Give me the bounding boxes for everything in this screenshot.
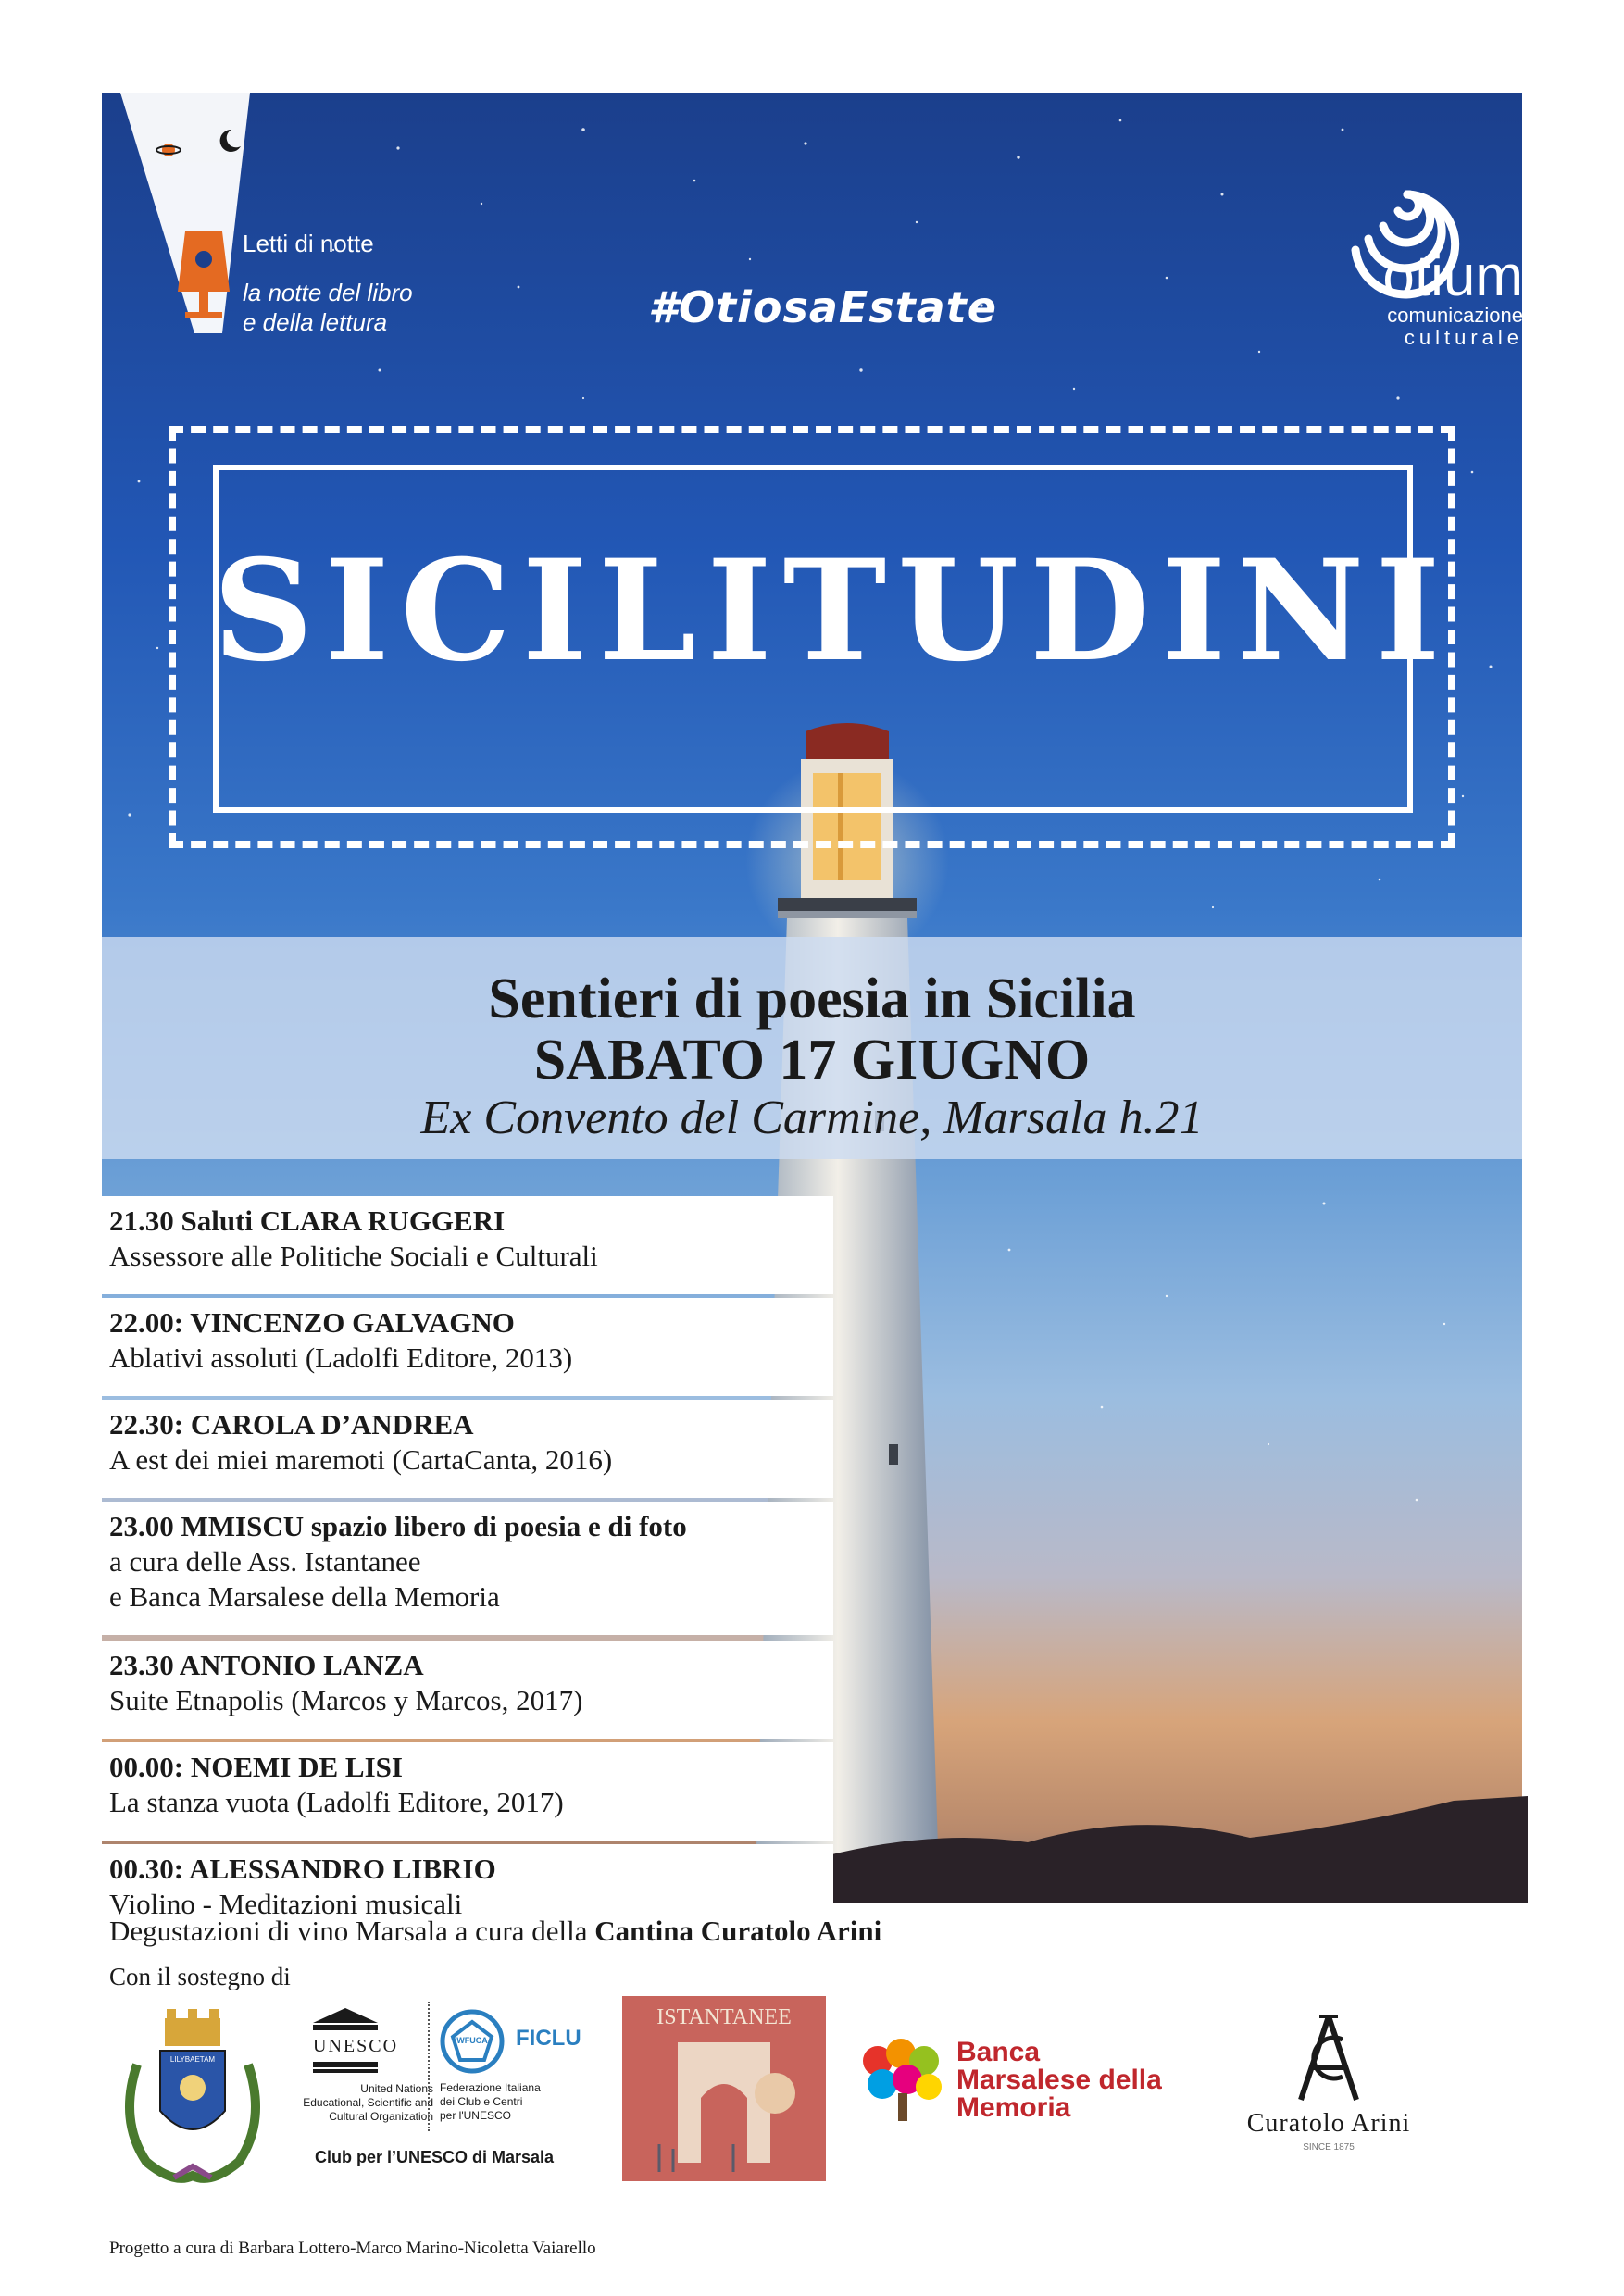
ficlu-name: FICLU [516,2026,581,2051]
crest-label: LILYBAETAM [169,2055,216,2064]
program-item-detail: A est dei miei maremoti (CartaCanta, 2016) [109,1443,613,1476]
credits: Progetto a cura di Barbara Lottero-Marco Marino-Nicoletta Vaiarello [109,2239,596,2258]
unesco-caption-2: Educational, Scientific and [303,2096,433,2109]
program-item [102,1641,833,1739]
otium-name: otium [1382,244,1523,308]
banca-line-2: Marsalese della [956,2065,1162,2095]
curatolo-name: Curatolo Arini [1246,2109,1411,2138]
poster-background [102,93,1523,1920]
letti-di-notte-subtitle [243,278,483,337]
marsala-crest-logo [109,2000,276,2194]
brain-icon [850,2033,952,2126]
unesco-logo [257,2004,433,2134]
otium-tagline-1: comunicazione [1387,304,1523,327]
banca-line-3: Memoria [956,2092,1071,2123]
tasting-winery: Cantina Curatolo Arini [594,1915,882,1947]
tasting-note [109,1915,881,1948]
program-item-detail: La stanza vuota (Ladolfi Editore, 2017) [109,1786,564,1818]
program-item-title: 22.30: CAROLA D’ANDREA [109,1408,474,1441]
ficlu-caption-2: dei Club e Centri [440,2095,523,2108]
istantanee-title: ISTANTANEE [656,2005,792,2029]
ficlu-badge: WFUCA [456,2036,488,2045]
ficlu-caption [440,2081,541,2123]
program-item-detail: Assessore alle Politiche Sociali e Culturali [109,1240,598,1272]
program-item-title: 00.30: ALESSANDRO LIBRIO [109,1853,496,1885]
hashtag: #OtiosaEstate [648,282,997,332]
event-venue: Ex Convento del Carmine, Marsala h.21 [420,1092,1204,1144]
ficlu-caption-1: Federazione Italiana [440,2081,541,2094]
curatolo-since: SINCE 1875 [1303,2142,1355,2152]
letti-di-notte-title: Letti di notte [243,230,374,257]
tasting-text: Degustazioni di vino Marsala a cura della [109,1915,595,1947]
program-item [102,1196,833,1294]
otium-tagline-2: culturale [1404,326,1523,349]
program-item-detail: Suite Etnapolis (Marcos y Marcos, 2017) [109,1684,583,1716]
monogram-icon [1204,2007,1454,2109]
program-item-title: 00.00: NOEMI DE LISI [109,1751,403,1783]
letti-subtitle-line-2: e della lettura [243,308,388,336]
banca-line-1: Banca [956,2037,1041,2067]
event-subtitle: Sentieri di poesia in Sicilia [488,967,1136,1030]
program-item-title: 23.30 ANTONIO LANZA [109,1649,424,1681]
logo-divider [428,2002,431,2131]
banca-memoria-logo [850,2033,1193,2126]
unesco-caption-1: United Nations [360,2082,433,2095]
crest-icon [109,2000,276,2194]
program-item [102,1502,833,1635]
event-date: SABATO 17 GIUGNO [533,1029,1091,1092]
program-item-title: 22.00: VINCENZO GALVAGNO [109,1306,515,1339]
ficlu-caption-3: per l'UNESCO [440,2109,511,2122]
letti-subtitle-line-1: la notte del libro [243,279,413,306]
unesco-word: UNESCO [313,2036,399,2056]
program-item-detail: Ablativi assoluti (Ladolfi Editore, 2013) [109,1341,573,1374]
curatolo-arini-logo [1204,2007,1454,2174]
club-unesco-label: Club per l’UNESCO di Marsala [315,2148,555,2166]
program-item [102,1742,833,1841]
banca-name [956,2039,1162,2122]
program-item-title: 21.30 Saluti CLARA RUGGERI [109,1204,506,1237]
unesco-caption-3: Cultural Organization [329,2110,433,2123]
main-title: SICILITUDINI [213,530,1452,693]
dark-hills [824,1773,1528,1903]
program-item [102,1298,833,1396]
istantanee-logo [622,1996,826,2181]
program-item [102,1400,833,1498]
program-item-detail: Violino - Meditazioni musicali [109,1888,463,1920]
unesco-caption [257,2082,433,2124]
program-item-title: 23.00 MMISCU spazio libero di poesia e di foto [109,1510,687,1542]
program-item-detail: a cura delle Ass. Istantanee [109,1545,421,1578]
support-label: Con il sostegno di [109,1963,291,1990]
ficlu-logo [440,2009,616,2129]
program-item-detail: e Banca Marsalese della Memoria [109,1580,500,1613]
